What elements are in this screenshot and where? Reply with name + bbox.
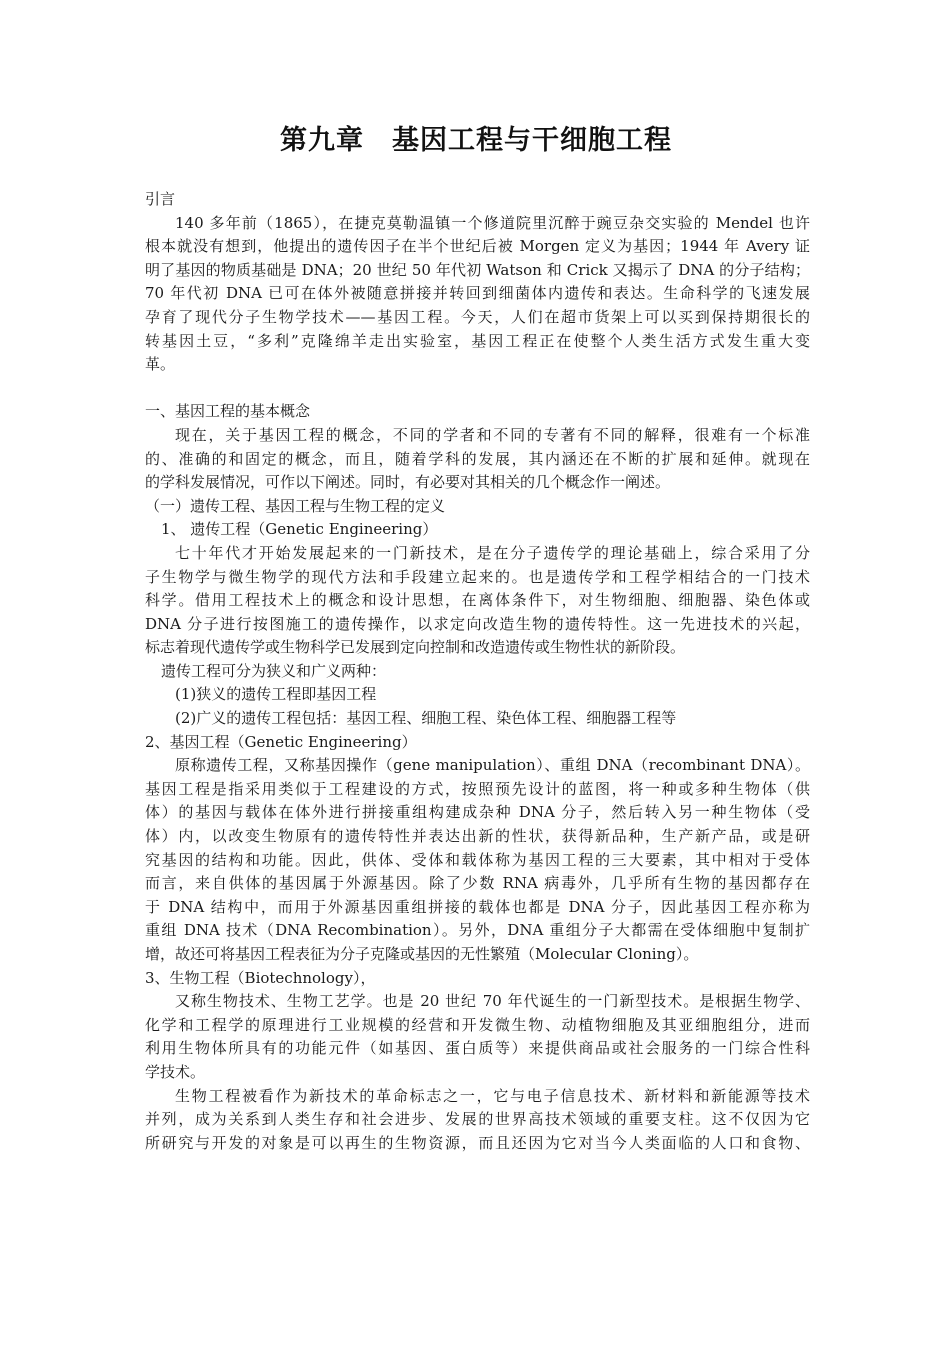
subsection-heading: （一）遗传工程、基因工程与生物工程的定义 [145,496,446,515]
list-item: (2)广义的遗传工程包括：基因工程、细胞工程、染色体工程、细胞器工程等 [175,709,677,728]
paragraph-line: 利用生物体所具有的功能元件（如基因、蛋白质等）来提供商品或社会服务的一门综合性科 [145,1039,810,1058]
section-heading-intro: 引言 [145,190,176,208]
paragraph-line: 70 年代初 DNA 已可在体外被随意拼接并转回到细菌体内遗传和表达。生命科学的飞速发展 [145,284,810,303]
paragraph-line: 增，故还可将基因工程表征为分子克隆或基因的无性繁殖（Molecular Cloning）。 [145,945,699,963]
paragraph-line: 究基因的结构和功能。因此，供体、受体和载体称为基因工程的三大要素，其中相对于受体 [145,850,810,869]
paragraph-line: 而言，来自供体的基因属于外源基因。除了少数 RNA 病毒外，几乎所有生物的基因都存在 [145,874,810,893]
paragraph-line: 生物工程被看作为新技术的革命标志之一，它与电子信息技术、新材料和新能源等技术 [175,1086,810,1105]
item-heading: 2、基因工程（Genetic Engineering） [145,732,417,751]
paragraph-line: 原称遗传工程，又称基因操作（gene manipulation）、重组 DNA（recombinant DNA）。 [175,756,810,775]
paragraph-line: 根本就没有想到，他提出的遗传因子在半个世纪后被 Morgen 定义为基因；1944 年 Avery 证 [145,237,810,256]
paragraph-line: 学技术。 [145,1062,206,1081]
paragraph-line: 化学和工程学的原理进行工业规模的经营和开发微生物、动植物细胞及其亚细胞组分，进而 [145,1015,810,1034]
paragraph-line: 的、准确的和固定的概念，而且，随着学科的发展，其内涵还在不断的扩展和延伸。就现在 [145,449,810,468]
paragraph-gap [145,377,810,401]
paragraph-line: 于 DNA 结构中，而用于外源基因重组拼接的载体也都是 DNA 分子，因此基因工程亦称为 [145,897,810,916]
paragraph-line: DNA 分子进行按图施工的遗传操作，以求定向改造生物的遗传特性。这一先进技术的兴起， [145,614,810,633]
paragraph-line: 转基因土豆，“多利”克隆绵羊走出实验室，基因工程正在使整个人类生活方式发生重大变 [145,331,810,350]
paragraph-line: 的学科发展情况，可作以下阐述。同时，有必要对其相关的几个概念作一阐述。 [145,473,671,492]
paragraph-line: 孕育了现代分子生物学技术——基因工程。今天，人们在超市货架上可以买到保持期很长的 [145,307,810,326]
chapter-title: 第九章 基因工程与干细胞工程 [280,125,672,156]
paragraph-line: 标志着现代遗传学或生物科学已发展到定向控制和改造遗传或生物性状的新阶段。 [145,638,686,657]
item-heading: 3、生物工程（Biotechnology）， [145,968,376,987]
paragraph-line: 科学。借用工程技术上的概念和设计思想，在离体条件下，对生物细胞、细胞器、染色体或 [145,591,810,610]
paragraph-line: 子生物学与微生物学的现代方法和手段建立起来的。也是遗传学和工程学相结合的一门技术 [145,567,810,586]
paragraph-line: 遗传工程可分为狭义和广义两种： [161,661,387,680]
paragraph-line: 体）的基因与载体在体外进行拼接重组构建成杂种 DNA 分子，然后转入另一种生物体（受 [145,803,810,822]
section-heading: 一、基因工程的基本概念 [145,402,311,421]
document-body [145,188,810,1155]
list-item: (1)狭义的遗传工程即基因工程 [175,685,377,704]
paragraph-line: 革。 [145,355,176,374]
paragraph-line: 所研究与开发的对象是可以再生的生物资源，而且还因为它对当今人类面临的人口和食物、 [145,1133,810,1152]
paragraph-line: 体）内，以改变生物原有的遗传特性并表达出新的性状，获得新品种，生产新产品，或是研 [145,827,810,846]
paragraph-line: 并列，成为关系到人类生存和社会进步、发展的世界高技术领域的重要支柱。这不仅因为它 [145,1110,810,1129]
item-heading: 1、 遗传工程（Genetic Engineering） [161,520,438,539]
paragraph-line: 现在，关于基因工程的概念，不同的学者和不同的专著有不同的解释，很难有一个标准 [175,425,810,444]
paragraph-line: 明了基因的物质基础是 DNA；20 世纪 50 年代初 Watson 和 Crick 又揭示了 DNA 的分子结构； [145,260,810,279]
paragraph-line: 重组 DNA 技术（DNA Recombination）。另外，DNA 重组分子大都需在受体细胞中复制扩 [145,921,810,940]
paragraph-line: 140 多年前（1865），在捷克莫勒温镇一个修道院里沉醉于豌豆杂交实验的 Mendel 也许 [175,213,810,232]
paragraph-line: 基因工程是指采用类似于工程建设的方式，按照预先设计的蓝图，将一种或多种生物体（供 [145,779,810,798]
paragraph-line: 又称生物技术、生物工艺学。也是 20 世纪 70 年代诞生的一门新型技术。是根据生物学、 [175,992,810,1011]
paragraph-line: 七十年代才开始发展起来的一门新技术，是在分子遗传学的理论基础上，综合采用了分 [175,543,810,562]
